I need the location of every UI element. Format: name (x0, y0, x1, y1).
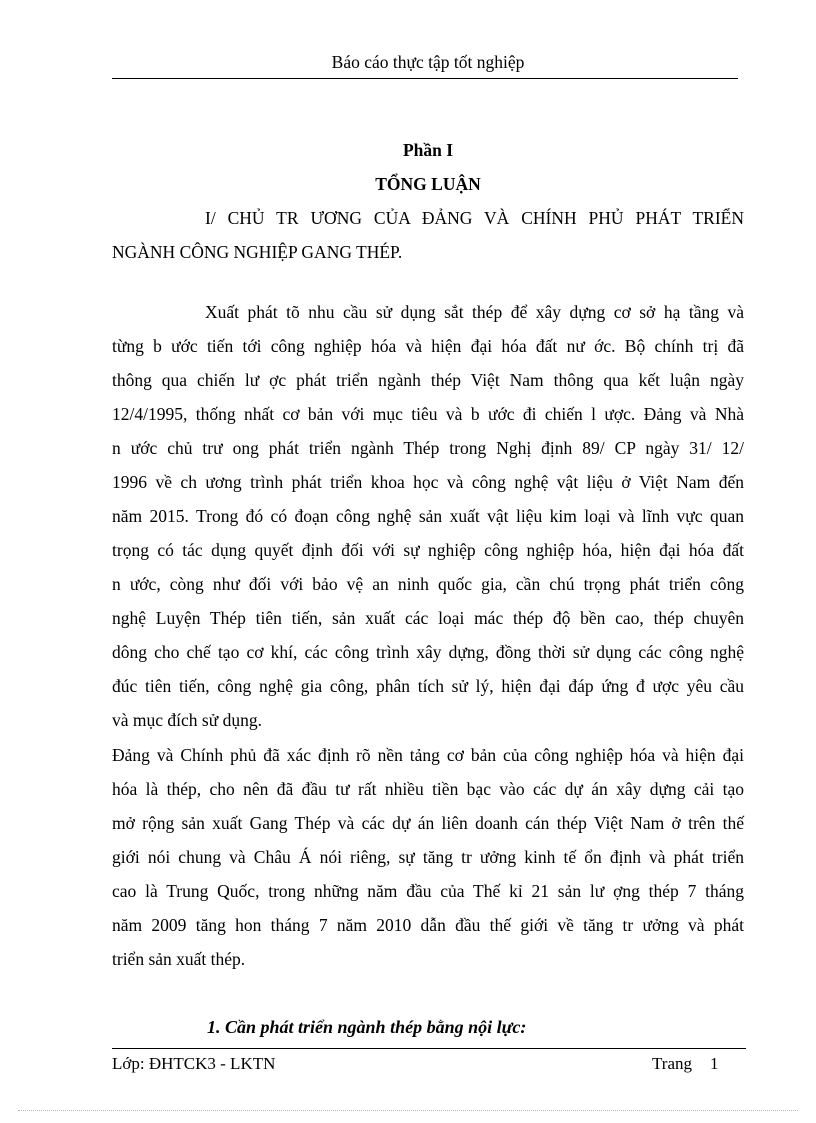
paragraph2-line-7: triển sản xuất thép. (112, 949, 246, 969)
paragraph1-line-2: từng b ước tiến tới công nghiệp hóa và hiện đại hóa đất nư ớc. Bộ chính trị đã (112, 336, 744, 356)
page-bottom-edge (18, 1110, 798, 1111)
paragraph2-line-3: mở rộng sản xuất Gang Thép và các dự án liên doanh cán thép Việt Nam ở trên thế (112, 813, 744, 833)
paragraph1-line-5: n ước chủ trư ong phát triển ngành Thép trong Nghị định 89/ CP ngày 31/ 12/ (112, 438, 744, 458)
paragraph1-line-8: trọng có tác dụng quyết định đối với sự nghiệp công nghiệp hóa, hiện đại hóa đất (112, 540, 744, 560)
footer-class-label: Lớp: ĐHTCK3 - LKTN (112, 1054, 276, 1073)
paragraph2-line-2: hóa là thép, cho nên đã đầu tư rất nhiều tiền bạc vào các dự án xây dựng cải tạo (112, 779, 744, 799)
paragraph1-line-9: n ước, còng như đối với bảo vệ an ninh quốc gia, cần chú trọng phát triển công (112, 574, 744, 594)
paragraph2-line-5: cao là Trung Quốc, trong những năm đầu của Thế kỉ 21 sản lư ợng thép 7 tháng (112, 881, 744, 901)
header-rule (112, 78, 738, 79)
paragraph1-line-12: đúc tiên tiến, công nghệ gia công, phân tích sử lý, hiện đại đáp ứng đ ược yêu cầu (112, 676, 744, 696)
footer-page-label: Trang (652, 1054, 692, 1073)
paragraph1-line-7: năm 2015. Trong đó có đoạn công nghệ sản xuất vật liệu kim loại và lĩnh vực quan (112, 506, 744, 526)
section-heading-line-1: I/ CHỦ TR ƯƠNG CỦA ĐẢNG VÀ CHÍNH PHỦ PHÁT TRIỂN (205, 208, 744, 228)
subheading: 1. Cần phát triển ngành thép bằng nội lực: (207, 1017, 527, 1037)
page-header-title: Báo cáo thực tập tốt nghiệp (331, 52, 525, 72)
part-title: Phần I (402, 140, 454, 160)
footer-page-number: 1 (710, 1054, 719, 1073)
paragraph2-line-4: giới nói chung và Châu Á nói riêng, sự tăng tr ưởng kinh tế ổn định và phát triển (112, 847, 744, 867)
paragraph1-line-6: 1996 về ch ương trình phát triển khoa học và công nghệ vật liệu ở Việt Nam đến (112, 472, 744, 492)
footer-rule (112, 1048, 746, 1049)
paragraph1-line-13: và mục đích sử dụng. (112, 710, 262, 730)
paragraph1-line-11: dông cho chế tạo cơ khí, các công trình xây dựng, đồng thời sử dụng các công nghệ (112, 642, 744, 662)
paragraph2-line-6: năm 2009 tăng hon tháng 7 năm 2010 dẫn đầu thế giới về tăng tr ưởng và phát (112, 915, 744, 935)
paragraph1-line-4: 12/4/1995, thống nhất cơ bản với mục tiêu và b ước đi chiến l ược. Đảng và Nhà (112, 404, 744, 424)
section-heading-line-2: NGÀNH CÔNG NGHIỆP GANG THÉP. (112, 242, 403, 262)
paragraph1-line-3: thông qua chiến lư ợc phát triển ngành thép Việt Nam thông qua kết luận ngày (112, 370, 744, 390)
paragraph1-line-10: nghệ Luyện Thép tiên tiến, sản xuất các loại mác thép độ bền cao, thép chuyên (112, 608, 744, 628)
paragraph1-line-1: Xuất phát tõ nhu cầu sử dụng sắt thép để xây dựng cơ sở hạ tầng và (205, 302, 744, 322)
footer-page (652, 1054, 719, 1074)
paragraph2-line-1: Đảng và Chính phủ đã xác định rõ nền tảng cơ bản của công nghiệp hóa và hiện đại (112, 745, 744, 765)
main-title: TỔNG LUẬN (375, 174, 481, 194)
